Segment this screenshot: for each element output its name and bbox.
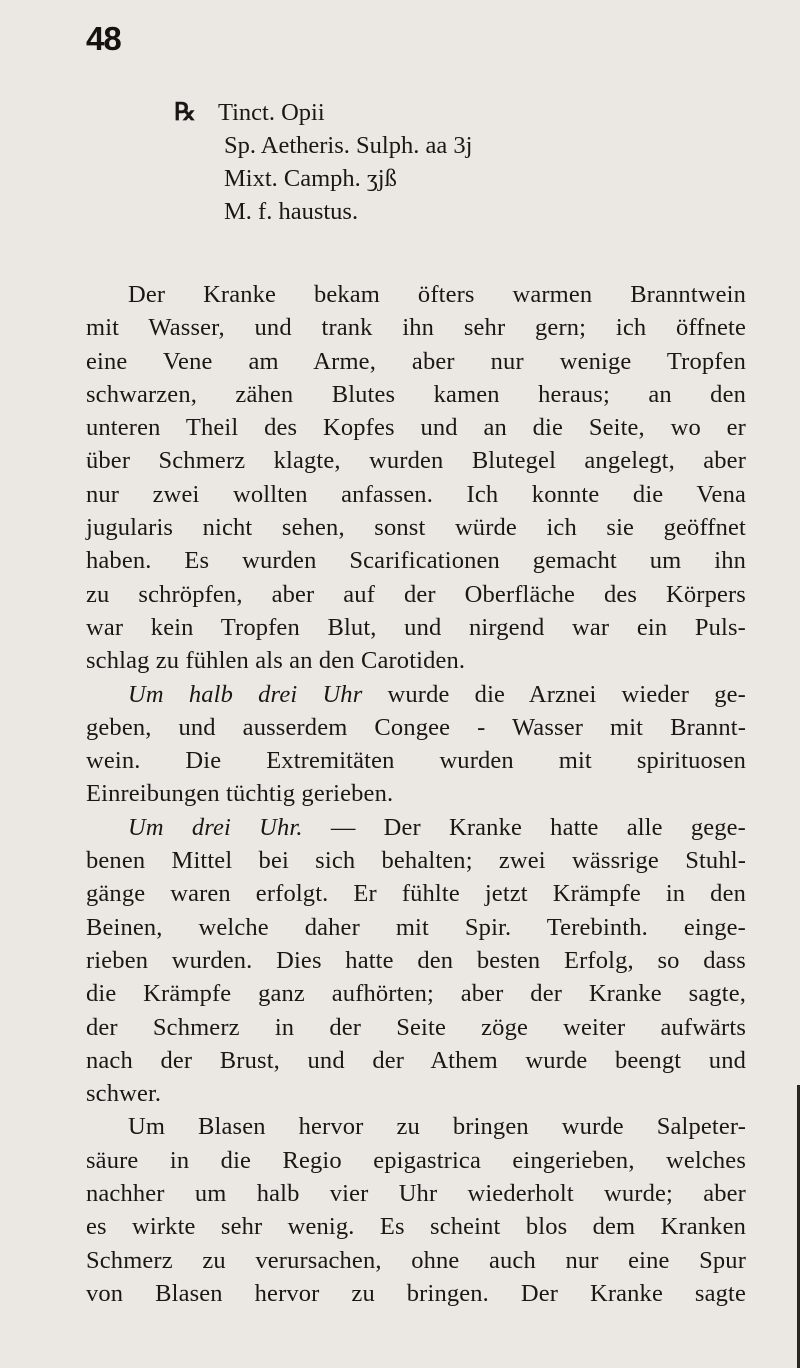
rx-symbol: ℞ [174,99,196,126]
text-line [86,811,746,844]
text-line: Um Blasen hervor zu bringen wurde Salpeter- [128,1113,746,1141]
text-line: benen Mittel bei sich behalten; zwei wässrige Stuhl- [86,847,746,875]
prescription-line [174,96,472,129]
text-line: wein. Die Extremitäten wurden mit spirituosen [86,747,746,775]
text-line: nur zwei wollten anfassen. Ich konnte die Vena [86,480,746,508]
paragraph [86,811,746,1111]
text-line: zu schröpfen, aber auf der Oberfläche des Körpers [86,580,746,608]
text-span: — Der Kranke hatte alle gege- [302,813,746,841]
prescription-text: Tinct. Opii [218,99,325,126]
text-line: unteren Theil des Kopfes und an die Seite, wo er [86,414,746,442]
text-line: säure in die Regio epigastrica eingerieben, welches [86,1146,746,1174]
text-line: haben. Es wurden Scarificationen gemacht um ihn [86,547,746,575]
text-line: schwer. [86,1080,162,1108]
paragraph [86,678,746,811]
text-line: Der Kranke bekam öfters warmen Branntwein [128,281,746,308]
prescription-block [174,96,472,228]
text-line: jugularis nicht sehen, sonst würde ich sie geöffnet [86,514,746,542]
text-line: von Blasen hervor zu bringen. Der Kranke sagte [86,1279,746,1307]
text-line: über Schmerz klagte, wurden Blutegel angelegt, aber [86,447,746,475]
text-line: gänge waren erfolgt. Er fühlte jetzt Krämpfe in den [86,880,746,908]
text-line: mit Wasser, und trank ihn sehr gern; ich öffnete [86,314,746,342]
text-line: Einreibungen tüchtig gerieben. [86,780,394,808]
paragraph [86,1110,746,1310]
time-marker: Um halb drei Uhr [128,680,363,708]
prescription-line: Mixt. Camph. ʒjß [224,165,397,192]
text-line: nach der Brust, und der Athem wurde beengt und [86,1046,746,1074]
text-line: der Schmerz in der Seite zöge weiter aufwärts [86,1013,746,1041]
body-text [86,278,746,1310]
prescription-line: M. f. haustus. [224,198,359,225]
text-line: Beinen, welche daher mit Spir. Terebinth. einge- [86,913,746,941]
text-line: schwarzen, zähen Blutes kamen heraus; an den [86,380,746,408]
text-line: war kein Tropfen Blut, und nirgend war ein Puls- [86,613,746,641]
text-line: es wirkte sehr wenig. Es scheint blos dem Kranken [86,1213,746,1241]
text-line: Schmerz zu verursachen, ohne auch nur eine Spur [86,1246,746,1274]
text-line [86,678,746,711]
time-marker: Um drei Uhr. [128,813,303,841]
text-line: schlag zu fühlen als an den Carotiden. [86,647,466,675]
text-line: nachher um halb vier Uhr wiederholt wurde; aber [86,1180,746,1208]
text-line: die Krämpfe ganz aufhörten; aber der Kranke sagte, [86,980,746,1008]
prescription-line: Sp. Aetheris. Sulph. aa 3j [224,132,473,159]
text-line: eine Vene am Arme, aber nur wenige Tropfen [86,347,746,375]
text-line: geben, und ausserdem Congee - Wasser mit Brannt- [86,713,746,741]
paragraph [86,278,746,678]
page-number: 48 [86,20,121,57]
text-span: wurde die Arznei wieder ge- [362,680,746,708]
text-line: rieben wurden. Dies hatte den besten Erfolg, so dass [86,946,746,974]
